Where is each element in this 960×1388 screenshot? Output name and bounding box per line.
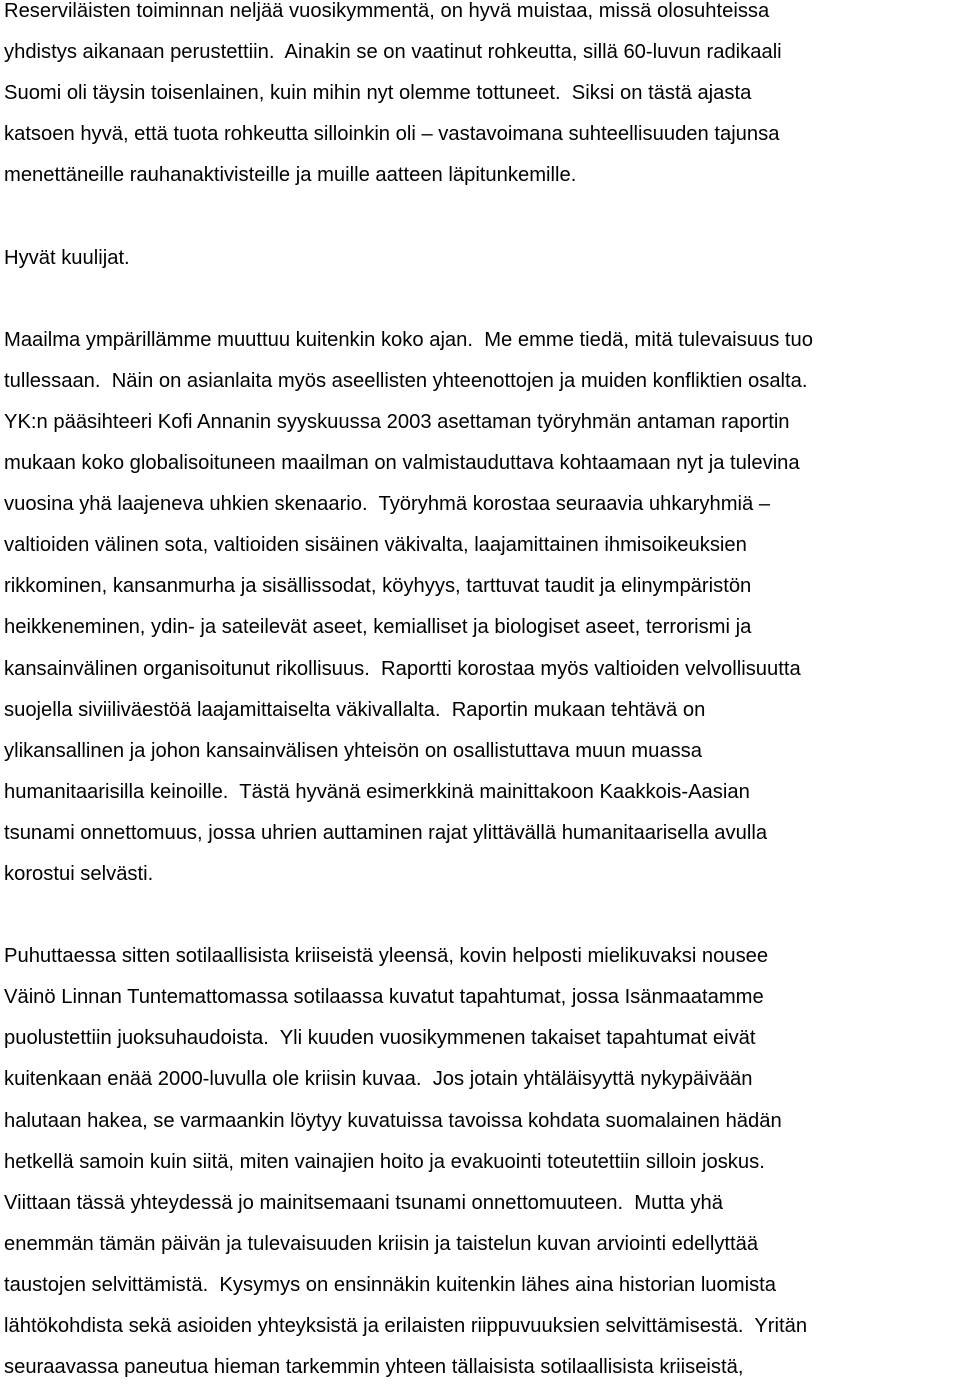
text-line: katsoen hyvä, että tuota rohkeutta silloinkin oli – vastavoimana suhteellisuuden tajunsa bbox=[4, 123, 780, 146]
text-line: tullessaan. Näin on asianlaita myös aseellisten yhteenottojen ja muiden konfliktien osalta. bbox=[4, 369, 808, 392]
paragraph-crises bbox=[4, 936, 960, 1388]
text-line: suojella siviiliväestöä laajamittaiselta väkivallalta. Raportin mukaan tehtävä on bbox=[4, 698, 706, 721]
document-page bbox=[4, 0, 960, 1388]
text-line: lähtökohdista sekä asioiden yhteyksistä ja erilaisten riippuvuuksien selvittämisestä. Yritän bbox=[4, 1315, 808, 1337]
text-line: Maailma ympärillämme muuttuu kuitenkin koko ajan. Me emme tiedä, mitä tulevaisuus tuo bbox=[4, 328, 813, 351]
text-line: Viittaan tässä yhteydessä jo mainitsemaani tsunami onnettomuuteen. Mutta yhä bbox=[4, 1191, 723, 1214]
text-line: Reserviläisten toiminnan neljää vuosikymmentä, on hyvä muistaa, missä olosuhteissa bbox=[4, 0, 770, 22]
text-line: hetkellä samoin kuin siitä, miten vainajien hoito ja evakuointi toteutettiin silloin joskus. bbox=[4, 1150, 765, 1173]
paragraph-gap bbox=[4, 895, 960, 936]
text-line: heikkeneminen, ydin- ja sateilevät aseet, kemialliset ja biologiset aseet, terrorismi ja bbox=[4, 616, 752, 639]
text-line: puolustettiin juoksuhaudoista. Yli kuuden vuosikymmenen takaiset tapahtumat eivät bbox=[4, 1027, 756, 1050]
text-line: enemmän tämän päivän ja tulevaisuuden kriisin ja taistelun kuvan arviointi edellyttää bbox=[4, 1232, 759, 1255]
paragraph-greeting bbox=[4, 238, 960, 279]
text-line: Suomi oli täysin toisenlainen, kuin mihin nyt olemme tottuneet. Siksi on tästä ajasta bbox=[4, 82, 752, 105]
text-line: ylikansallinen ja johon kansainvälisen yhteisön on osallistuttava muun muassa bbox=[4, 739, 702, 762]
text-line: YK:n pääsihteeri Kofi Annanin syyskuussa 2003 asettaman työryhmän antaman raportin bbox=[4, 410, 790, 433]
text-line: humanitaarisilla keinoille. Tästä hyvänä esimerkkinä mainittakoon Kaakkois-Aasian bbox=[4, 780, 750, 803]
text-line: tsunami onnettomuus, jossa uhrien auttaminen rajat ylittävällä humanitaarisella avulla bbox=[4, 821, 768, 844]
text-line: vuosina yhä laajeneva uhkien skenaario. Työryhmä korostaa seuraavia uhkaryhmiä – bbox=[4, 493, 771, 516]
paragraph-gap bbox=[4, 196, 960, 237]
text-line: valtioiden välinen sota, valtioiden sisäinen väkivalta, laajamittainen ihmisoikeuksien bbox=[4, 534, 747, 557]
text-line: kuitenkaan enää 2000-luvulla ole kriisin kuvaa. Jos jotain yhtäläisyyttä nykypäivään bbox=[4, 1068, 753, 1091]
text-line: mukaan koko globalisoituneen maailman on valmistauduttava kohtaamaan nyt ja tulevina bbox=[4, 452, 800, 475]
text-line: kansainvälinen organisoitunut rikollisuus. Raportti korostaa myös valtioiden velvollisuutta bbox=[4, 657, 801, 680]
text-line: menettäneille rauhanaktivisteille ja muille aatteen läpitunkemille. bbox=[4, 164, 577, 187]
text-line: Hyvät kuulijat. bbox=[4, 246, 130, 269]
text-line: halutaan hakea, se varmaankin löytyy kuvatuissa tavoissa kohdata suomalainen hädän bbox=[4, 1109, 782, 1132]
text-line: korostui selvästi. bbox=[4, 862, 154, 885]
paragraph-threats bbox=[4, 320, 960, 895]
text-line: rikkominen, kansanmurha ja sisällissodat, köyhyys, tarttuvat taudit ja elinympäristön bbox=[4, 575, 752, 598]
paragraph-history bbox=[4, 0, 960, 196]
text-line: taustojen selvittämistä. Kysymys on ensinnäkin kuitenkin lähes aina historian luomista bbox=[4, 1273, 776, 1296]
text-line: Väinö Linnan Tuntemattomassa sotilaassa kuvatut tapahtumat, jossa Isänmaatamme bbox=[4, 986, 764, 1009]
text-line: seuraavassa paneutua hieman tarkemmin yhteen tällaisista sotilaallisista kriiseistä, bbox=[4, 1356, 744, 1379]
paragraph-gap bbox=[4, 279, 960, 320]
text-line: Puhuttaessa sitten sotilaallisista kriiseistä yleensä, kovin helposti mielikuvaksi nousee bbox=[4, 945, 769, 968]
text-line: yhdistys aikanaan perustettiin. Ainakin se on vaatinut rohkeutta, sillä 60-luvun radikaali bbox=[4, 41, 782, 64]
